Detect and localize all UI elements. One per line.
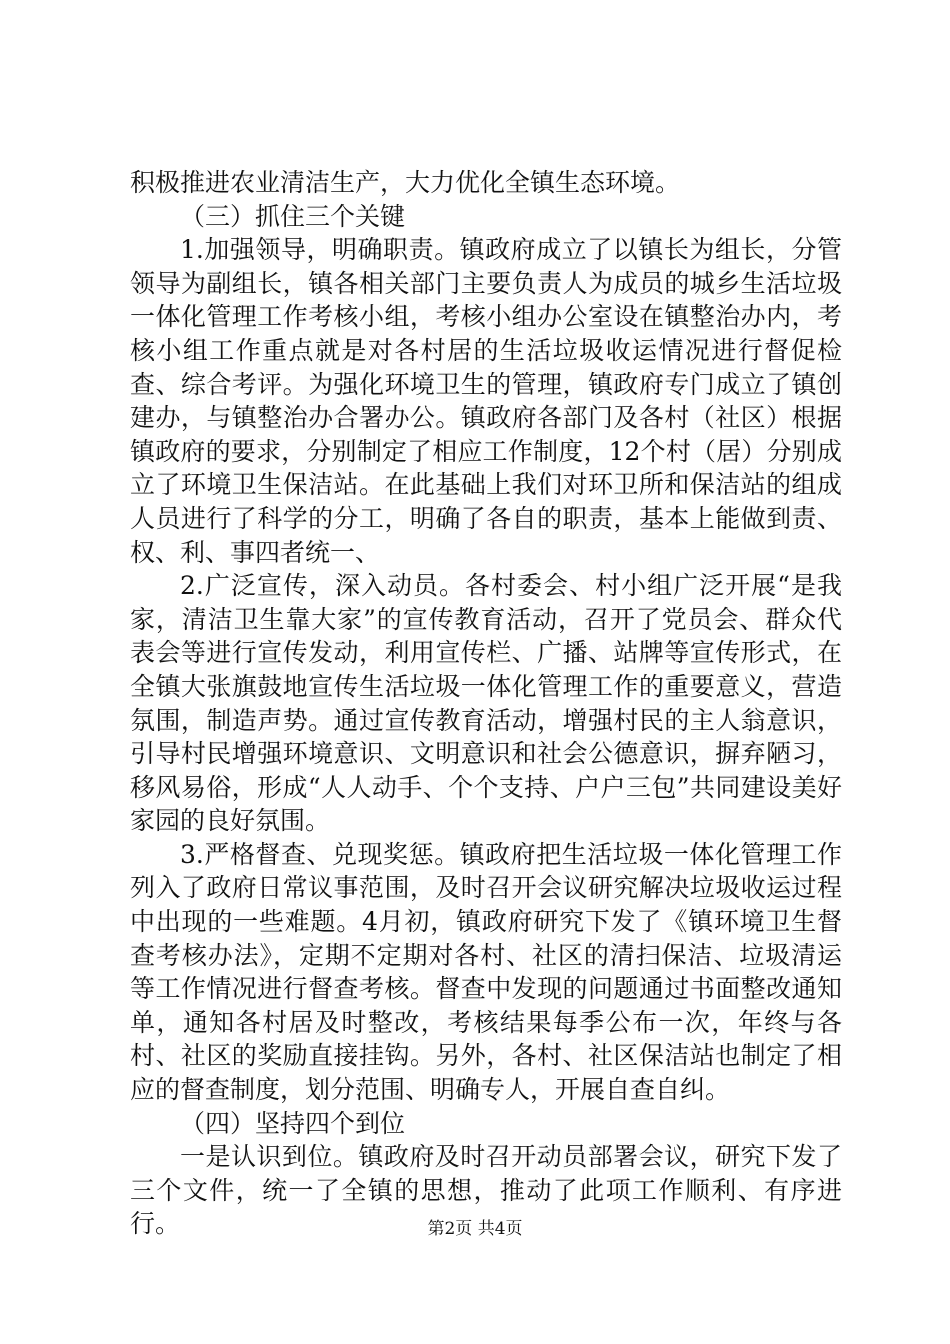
page-number-footer: 第2页 共4页 (427, 1219, 523, 1239)
paragraph-supervision: 3.严格督查、兑现奖惩。镇政府把生活垃圾一体化管理工作列入了政府日常议事范围，及时召开会议研究解决垃圾收运过程中出现的一些难题。4月初，镇政府研究下发了《镇环境卫生督查考核办法》，定期不定期对各村、社区的清扫保洁、垃圾清运等工作情况进行督查考核。督查中发现的问题通过书面整改通知单，通知各村居及时整改，考核结果每季公布一次，年终与各村、社区的奖励直接挂钩。另外，各村、社区保洁站也制定了相应的督查制度，划分范围、明确专人，开展自查自纠。 (130, 839, 842, 1105)
section-heading-three: （三）抓住三个关键 (180, 201, 406, 231)
paragraph-awareness: 一是认识到位。镇政府及时召开动员部署会议，研究下发了三个文件，统一了全镇的思想，推动了此项工作顺利、有序进行。 (130, 1142, 842, 1239)
paragraph-publicity: 2.广泛宣传，深入动员。各村委会、村小组广泛开展“是我家，清洁卫生靠大家”的宣传教育活动，召开了党员会、群众代表会等进行宣传发动，利用宣传栏、广播、站牌等宣传形式，在全镇大张旗鼓地宣传生活垃圾一体化管理工作的重要意义，营造氛围，制造声势。通过宣传教育活动，增强村民的主人翁意识，引导村民增强环境意识、文明意识和社会公德意识，摒弃陋习，移风易俗，形成“人人动手、个个支持、户户三包”共同建设美好家园的良好氛围。 (130, 571, 842, 836)
section-heading-four: （四）坚持四个到位 (180, 1108, 406, 1138)
paragraph-continuation: 积极推进农业清洁生产，大力优化全镇生态环境。 (130, 168, 681, 197)
document-body (130, 166, 842, 1241)
paragraph-leadership: 1.加强领导，明确职责。镇政府成立了以镇长为组长，分管领导为副组长，镇各相关部门主要负责人为成员的城乡生活垃圾一体化管理工作考核小组，考核小组办公室设在镇整治办内，考核小组工作重点就是对各村居的生活垃圾收运情况进行督促检查、综合考评。为强化环境卫生的管理，镇政府专门成立了镇创建办，与镇整治办合署办公。镇政府各部门及各村（社区）根据镇政府的要求，分别制定了相应工作制度，12个村（居）分别成立了环境卫生保洁站。在此基础上我们对环卫所和保洁站的组成人员进行了科学的分工，明确了各自的职责，基本上能做到责、权、利、事四者统一、 (130, 235, 842, 567)
